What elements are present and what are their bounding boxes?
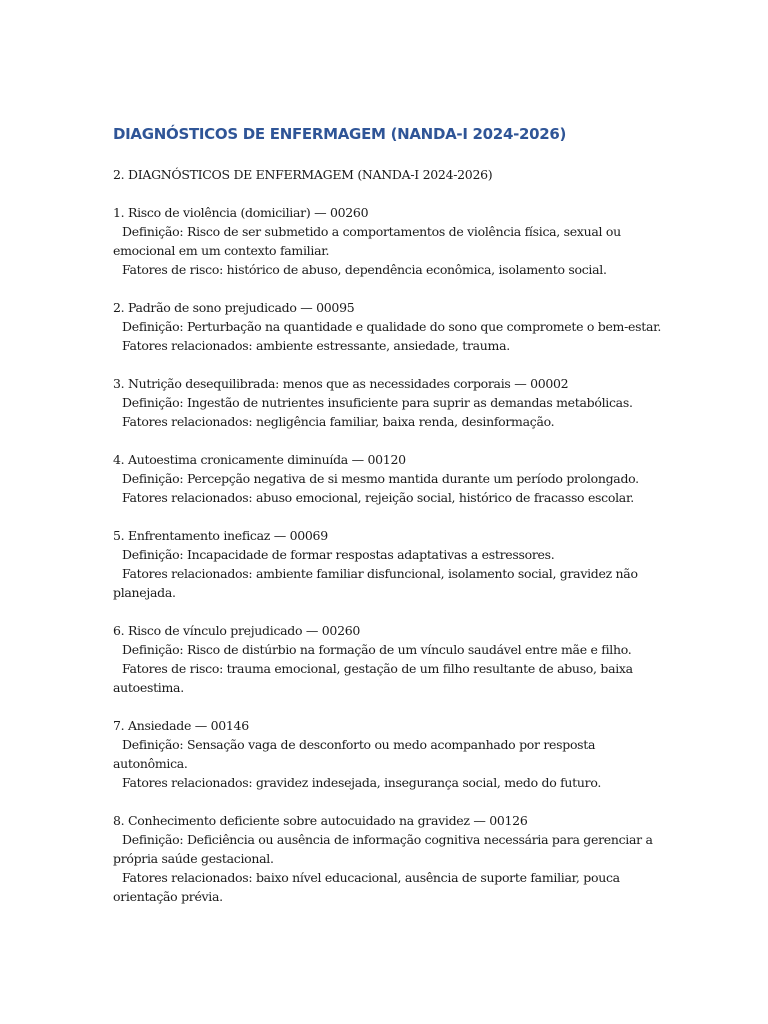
diagnosis-item xyxy=(113,526,663,602)
diagnosis-title: 6. Risco de vínculo prejudicado — 00260 xyxy=(113,623,361,638)
diagnosis-definition: Definição: Percepção negativa de si mesmo mantida durante um período prolongado. xyxy=(122,471,639,486)
diagnosis-definition: Definição: Ingestão de nutrientes insuficiente para suprir as demandas metabólicas. xyxy=(122,395,633,410)
diagnosis-title: 3. Nutrição desequilibrada: menos que as necessidades corporais — 00002 xyxy=(113,376,569,391)
diagnosis-title: 2. Padrão de sono prejudicado — 00095 xyxy=(113,300,355,315)
diagnosis-title: 8. Conhecimento deficiente sobre autocuidado na gravidez — 00126 xyxy=(113,813,528,828)
diagnosis-definition: Definição: Risco de distúrbio na formação de um vínculo saudável entre mãe e filho. xyxy=(122,642,632,657)
diagnosis-factors: Fatores relacionados: ambiente estressante, ansiedade, trauma. xyxy=(122,338,510,353)
diagnosis-factors: Fatores relacionados: abuso emocional, rejeição social, histórico de fracasso escolar. xyxy=(122,490,634,505)
diagnosis-title: 4. Autoestima cronicamente diminuída — 00120 xyxy=(113,452,406,467)
document-heading: DIAGNÓSTICOS DE ENFERMAGEM (NANDA-I 2024-2026) xyxy=(113,125,567,143)
diagnosis-item xyxy=(113,716,663,792)
diagnosis-definition: Definição: Sensação vaga de desconforto ou medo acompanhado por resposta autonômica. xyxy=(113,737,596,771)
diagnosis-factors: Fatores de risco: trauma emocional, gestação de um filho resultante de abuso, baixa autoestima. xyxy=(113,661,633,695)
diagnosis-definition: Definição: Incapacidade de formar respostas adaptativas a estressores. xyxy=(122,547,555,562)
diagnosis-title: 7. Ansiedade — 00146 xyxy=(113,718,249,733)
diagnosis-definition: Definição: Deficiência ou ausência de informação cognitiva necessária para gerenciar a própria saúde gestacional. xyxy=(113,832,653,866)
diagnosis-item xyxy=(113,298,663,355)
diagnosis-factors: Fatores relacionados: baixo nível educacional, ausência de suporte familiar, pouca orientação prévia. xyxy=(113,870,620,904)
diagnosis-factors: Fatores de risco: histórico de abuso, dependência econômica, isolamento social. xyxy=(122,262,607,277)
diagnosis-definition: Definição: Perturbação na quantidade e qualidade do sono que compromete o bem-estar. xyxy=(122,319,662,334)
diagnosis-factors: Fatores relacionados: negligência familiar, baixa renda, desinformação. xyxy=(122,414,555,429)
diagnosis-item xyxy=(113,374,663,431)
diagnosis-item xyxy=(113,621,663,697)
document-page xyxy=(113,122,663,906)
diagnosis-title: 5. Enfrentamento ineficaz — 00069 xyxy=(113,528,328,543)
diagnosis-item xyxy=(113,811,663,906)
diagnosis-item xyxy=(113,203,663,279)
diagnosis-definition: Definição: Risco de ser submetido a comportamentos de violência física, sexual ou emocional em um contexto familiar. xyxy=(113,224,621,258)
diagnosis-factors: Fatores relacionados: gravidez indesejada, insegurança social, medo do futuro. xyxy=(122,775,602,790)
section-title: 2. DIAGNÓSTICOS DE ENFERMAGEM (NANDA-I 2024-2026) xyxy=(113,167,493,182)
diagnosis-factors: Fatores relacionados: ambiente familiar disfuncional, isolamento social, gravidez não planejada. xyxy=(113,566,638,600)
diagnosis-item xyxy=(113,450,663,507)
diagnosis-title: 1. Risco de violência (domiciliar) — 00260 xyxy=(113,205,369,220)
